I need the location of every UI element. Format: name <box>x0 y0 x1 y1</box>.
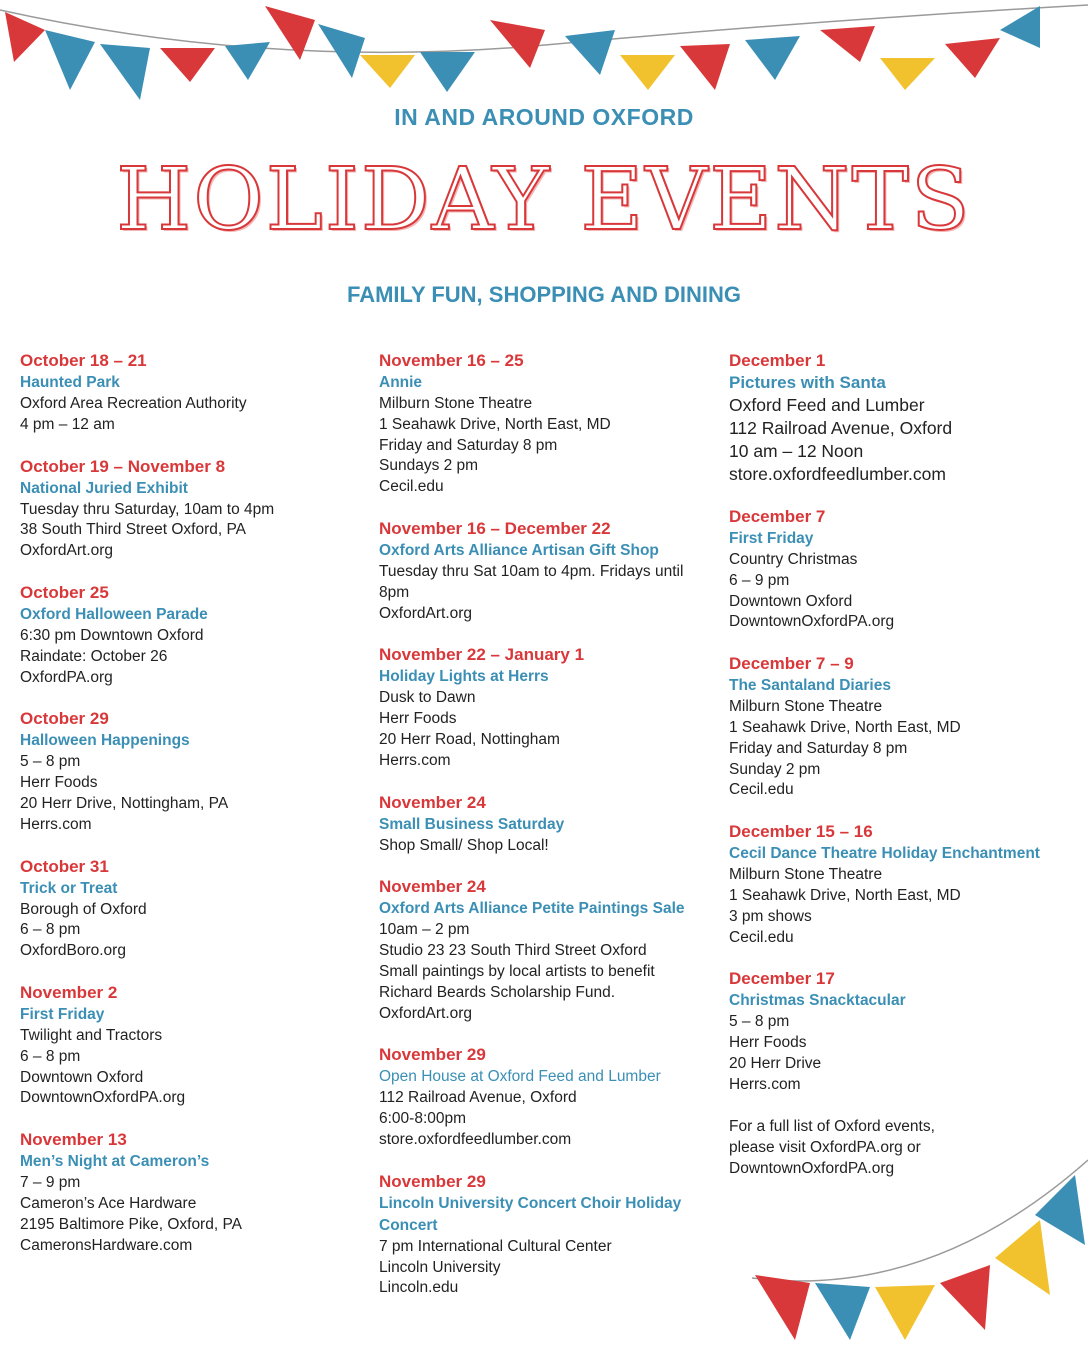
event-detail: Milburn Stone Theatre <box>729 866 883 884</box>
event-date: November 2 <box>20 982 118 1002</box>
event-link: DowntownOxfordPA.org <box>20 1089 186 1107</box>
event-link: store.oxfordfeedlumber.com <box>379 1130 572 1148</box>
event-name: Pictures with Santa <box>729 373 886 392</box>
event-link: Herrs.com <box>379 751 451 769</box>
event-date: October 29 <box>20 709 109 729</box>
event-link: OxfordArt.org <box>20 542 114 560</box>
event-name: First Friday <box>20 1005 105 1023</box>
event-date: November 24 <box>379 792 486 812</box>
event-detail: Raindate: October 26 <box>20 647 168 665</box>
event-detail: Country Christmas <box>729 551 858 568</box>
event-name: Holiday Lights at Herrs <box>379 668 549 686</box>
event-detail: 3 pm shows <box>729 907 812 925</box>
footer-line: For a full list of Oxford events, <box>729 1117 935 1135</box>
event-name: Oxford Arts Alliance Petite Paintings Sale <box>379 900 685 918</box>
event-detail: Sunday 2 pm <box>729 760 821 778</box>
event-date: November 22 – January 1 <box>379 645 585 665</box>
event-detail: 112 Railroad Avenue, Oxford <box>729 418 953 438</box>
event-detail: Richard Beards Scholarship Fund. <box>379 983 616 1001</box>
page-subtitle: FAMILY FUN, SHOPPING AND DINING <box>346 282 741 307</box>
event-detail: Herr Foods <box>729 1034 807 1052</box>
event-detail: 112 Railroad Avenue, Oxford <box>379 1089 577 1107</box>
event-detail: Sundays 2 pm <box>379 457 479 475</box>
event-detail: 2195 Baltimore Pike, Oxford, PA <box>20 1215 242 1233</box>
event-date: December 15 – 16 <box>729 822 873 842</box>
event-date: October 31 <box>20 856 109 876</box>
event-date: December 17 <box>729 969 835 989</box>
event-date: December 7 <box>729 507 826 526</box>
event-link: OxfordArt.org <box>379 604 473 622</box>
event-date: December 7 – 9 <box>729 654 854 674</box>
event-link: OxfordArt.org <box>379 1004 473 1022</box>
event-detail: Cameron’s Ace Hardware <box>20 1194 197 1212</box>
event-detail: 5 – 8 pm <box>20 753 81 771</box>
event-detail: Shop Small/ Shop Local! <box>379 836 549 854</box>
event-detail: 1 Seahawk Drive, North East, MD <box>729 886 961 904</box>
event-name: First Friday <box>729 530 814 547</box>
header-kicker: IN AND AROUND OXFORD <box>394 104 694 130</box>
pennant-flag <box>940 1265 990 1330</box>
event-detail: Downtown Oxford <box>729 592 853 610</box>
event-detail: 1 Seahawk Drive, North East, MD <box>379 415 611 433</box>
event-link: Cecil.edu <box>729 781 794 799</box>
event-detail: Downtown Oxford <box>20 1068 144 1086</box>
event-name: Open House at Oxford Feed and Lumber <box>379 1068 661 1086</box>
event-detail: Tuesday thru Saturday, 10am to 4pm <box>20 500 275 518</box>
pennant-flag <box>815 1283 870 1340</box>
event-date: November 29 <box>379 1045 486 1065</box>
event-name: Oxford Arts Alliance Artisan Gift Shop <box>379 541 659 559</box>
event-name: Trick or Treat <box>20 879 118 897</box>
event-detail: 10am – 2 pm <box>379 921 470 939</box>
event-link: Herrs.com <box>729 1075 801 1093</box>
event-name: The Santaland Diaries <box>729 677 891 695</box>
event-date: November 24 <box>379 877 486 897</box>
event-detail: 6 – 8 pm <box>20 921 81 939</box>
event-detail: Tuesday thru Sat 10am to 4pm. Fridays until <box>379 562 684 580</box>
event-name: Lincoln University Concert Choir Holiday Concert <box>379 1194 682 1234</box>
event-detail: Twilight and Tractors <box>20 1026 163 1044</box>
event-detail: Oxford Feed and Lumber <box>729 395 925 415</box>
pennant-flag <box>995 1220 1050 1295</box>
event-detail: Dusk to Dawn <box>379 689 476 707</box>
event-detail: 6:30 pm Downtown Oxford <box>20 626 204 644</box>
event-detail: 20 Herr Drive, Nottingham, PA <box>20 794 229 812</box>
event-detail: Herr Foods <box>20 774 98 792</box>
event-detail: 6:00-8:00pm <box>379 1110 467 1128</box>
event-date: October 25 <box>20 582 109 602</box>
event-link: Herrs.com <box>20 815 92 833</box>
event-date: December 1 <box>729 351 826 370</box>
pennant-flag <box>755 1275 810 1340</box>
event-detail: Milburn Stone Theatre <box>729 698 883 716</box>
pennant-flag <box>875 1285 935 1340</box>
event-detail: 4 pm – 12 am <box>20 415 115 433</box>
event-date: November 13 <box>20 1130 127 1150</box>
event-link: Cecil.edu <box>729 928 794 946</box>
pennant-flag <box>1035 1175 1085 1245</box>
footer-line: please visit OxfordPA.org or DowntownOxfordPA.org <box>729 1138 921 1177</box>
event-detail: Small paintings by local artists to benefit <box>379 962 655 980</box>
event-detail: Borough of Oxford <box>20 900 147 918</box>
event-detail: 5 – 8 pm <box>729 1013 790 1031</box>
event-detail: Lincoln University <box>379 1258 501 1276</box>
event-detail: Milburn Stone Theatre <box>379 395 533 412</box>
event-date: November 16 – December 22 <box>379 518 611 538</box>
event-detail: 7 pm International Cultural Center <box>379 1237 612 1255</box>
event-detail: 38 South Third Street Oxford, PA <box>20 521 247 539</box>
event-name: Christmas Snacktacular <box>729 992 906 1010</box>
event-detail: 10 am – 12 Noon <box>729 441 864 461</box>
event-link: Lincoln.edu <box>379 1279 459 1297</box>
event-link: OxfordBoro.org <box>20 942 126 960</box>
event-detail: 7 – 9 pm <box>20 1174 81 1192</box>
event-name: Oxford Halloween Parade <box>20 605 208 623</box>
event-link: DowntownOxfordPA.org <box>729 613 895 631</box>
event-name: Men’s Night at Cameron’s <box>20 1153 210 1171</box>
event-detail: 6 – 9 pm <box>729 571 790 589</box>
event-date: November 29 <box>379 1171 486 1191</box>
event-date: October 19 – November 8 <box>20 456 226 476</box>
event-name: Haunted Park <box>20 374 120 391</box>
event-name: Halloween Happenings <box>20 732 190 750</box>
event-name: Annie <box>379 374 423 391</box>
event-link: CameronsHardware.com <box>20 1236 193 1254</box>
event-detail: Herr Foods <box>379 710 457 728</box>
event-date: November 16 – 25 <box>379 351 524 370</box>
event-detail: 8pm <box>379 583 410 601</box>
event-date: October 18 – 21 <box>20 351 147 370</box>
event-detail: 20 Herr Drive <box>729 1054 822 1072</box>
event-detail: 20 Herr Road, Nottingham <box>379 730 560 748</box>
event-link: store.oxfordfeedlumber.com <box>729 464 946 484</box>
event-detail: Oxford Area Recreation Authority <box>20 395 247 412</box>
event-detail: Studio 23 23 South Third Street Oxford <box>379 942 647 960</box>
event-name: Cecil Dance Theatre Holiday Enchantment <box>729 845 1040 863</box>
event-link: Cecil.edu <box>379 478 444 496</box>
event-detail: 1 Seahawk Drive, North East, MD <box>729 718 961 736</box>
event-name: National Juried Exhibit <box>20 479 188 497</box>
event-detail: Friday and Saturday 8 pm <box>729 739 908 757</box>
event-name: Small Business Saturday <box>379 815 565 833</box>
event-detail: 6 – 8 pm <box>20 1047 81 1065</box>
event-link: OxfordPA.org <box>20 668 113 686</box>
event-detail: Friday and Saturday 8 pm <box>379 436 558 454</box>
page-title: HOLIDAY EVENTS <box>116 150 972 250</box>
